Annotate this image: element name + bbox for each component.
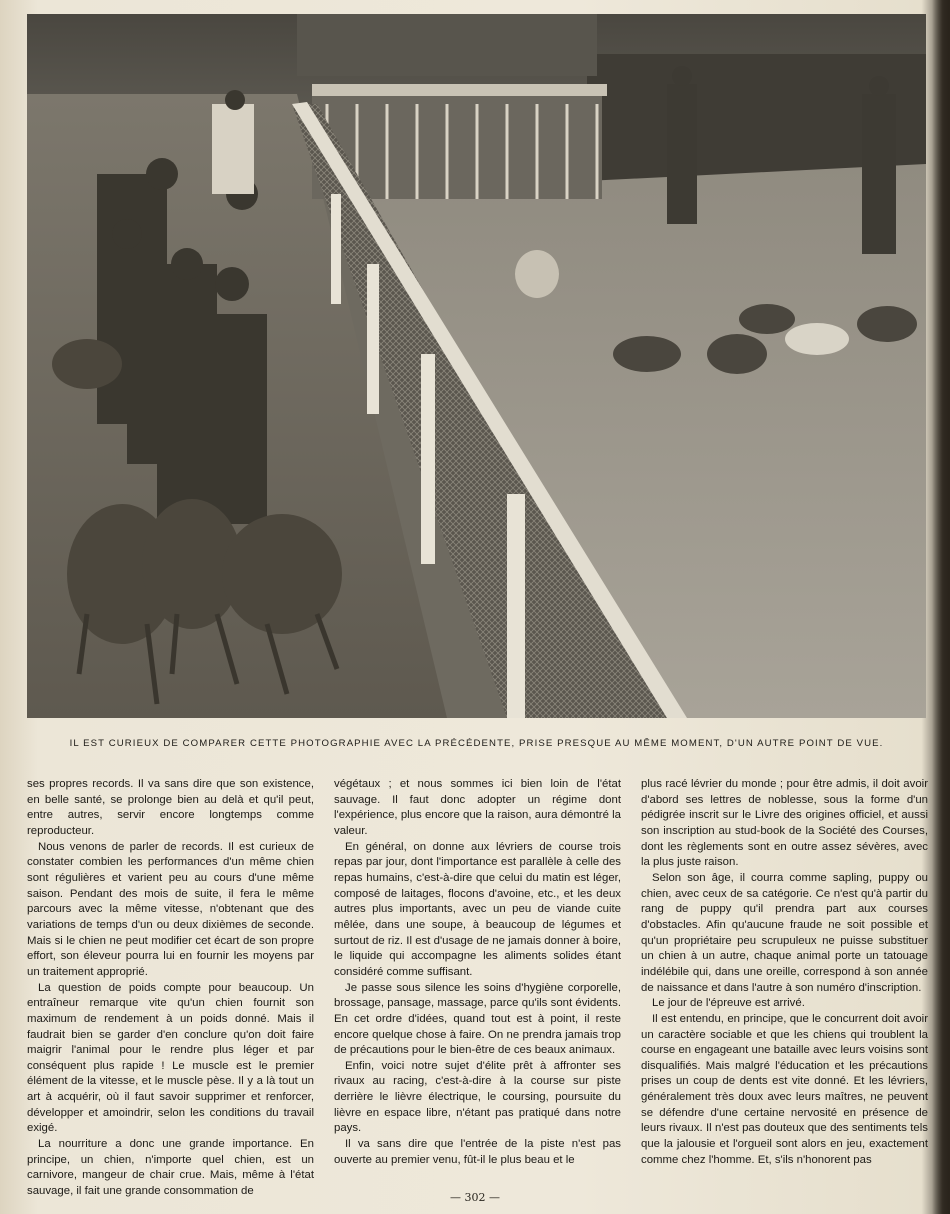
paragraph: Il est entendu, en principe, que le concurrent doit avoir un caractère sociable et que les chiens qui troublent la course en engageant une bataille avec leurs voisins sont disqualifiés. Mais malgré l'éducation et les précautions prises un coup de dents est vite donné. Et les lévriers, généralement très doux avec leurs maîtres, ne peuvent se défendre d'une certaine nervosité en présence de leurs rivaux. Il n'est pas douteux que des sentiments tels que la jalousie et l'orgueil sont alors en jeu, exactement comme chez l'homme. Et, s'ils n'honorent pas (641, 1012, 928, 1166)
binding-edge (932, 0, 950, 1214)
paragraph: Enfin, voici notre sujet d'élite prêt à affronter ses rivaux au racing, c'est-à-dire à la course sur piste derrière le lièvre électrique, le coursing, poursuite du lièvre en espace libre, n'étant pas pratiqué dans notre pays. (334, 1059, 621, 1135)
paragraph: Nous venons de parler de records. Il est curieux de constater combien les performances d'un même chien sont régulières et varient peu au cours d'une même saison. Pendant des mois de suite, il fera le même parcours avec la même vitesse, n'obtenant que des variations de temps d'un ou deux dixièmes de seconde. Mais si le chien ne peut modifier cet écart de son propre effort, son éleveur pourra lui en fournir les moyens par un traitement approprié. (27, 840, 314, 978)
paragraph: Je passe sous silence les soins d'hygiène corporelle, brossage, pansage, massage, parce qu'ils sont évidents. En cet ordre d'idées, quand tout est à point, il reste encore quelque chose à faire. On ne prendra jamais trop de précautions pour le bien-être de ces beaux animaux. (334, 981, 621, 1057)
text-column-1 (27, 777, 314, 1198)
paragraph: En général, on donne aux lévriers de course trois repas par jour, dont l'importance est parallèle à celle des repas humains, c'est-à-dire que celui du matin est léger, composé de laitages, flocons d'avoine, etc., et les deux autres plus importants, avec un peu de viande cuite mêlée, dans une soupe, à beaucoup de légumes et surtout de riz. Il est d'usage de ne jamais donner à boire, le liquide qui accompagne les aliments solides étant considéré comme suffisant. (334, 840, 621, 978)
paragraph: Selon son âge, il courra comme sapling, puppy ou chien, avec ceux de sa catégorie. Ce n'est qu'à partir du rang de puppy qu'il prendra part aux courses d'obstacles. Afin qu'aucune fraude ne soit possible et qu'un propriétaire peu scrupuleux ne puisse substituer un chien à un autre, chaque animal porte un tatouage indélébile qui, dans une oreille, correspond à son année de naissance et dans l'autre à son numéro d'inscription. (641, 871, 928, 994)
text-column-2 (334, 777, 621, 1187)
paragraph: Le jour de l'épreuve est arrivé. (652, 997, 805, 1010)
photograph-greyhound-track (27, 14, 926, 718)
paragraph: ses propres records. Il va sans dire que son existence, en belle santé, se prolonge bien au delà et qu'il peut, entre autres, servir encore longtemps comme reproducteur. (27, 778, 314, 837)
paragraph: plus racé lévrier du monde ; pour être admis, il doit avoir d'abord ses lettres de noblesse, sous la forme d'un pédigrée inscrit sur le Livre des origines officiel, et aussi son inscription au stud-book de la Société des Courses, dont les règlements sont en outre assez sévères, avec la plus juste raison. (641, 778, 928, 869)
photo-caption: IL EST CURIEUX DE COMPARER CETTE PHOTOGRAPHIE AVEC LA PRÉCÉDENTE, PRISE PRESQUE AU MÊME MOMENT, D'UN AUTRE POINT DE VUE. (69, 738, 884, 749)
page-number: — 302 — (450, 1191, 500, 1204)
text-column-3 (641, 777, 928, 1187)
paragraph: Il va sans dire que l'entrée de la piste n'est pas ouverte au premier venu, fût-il le plus beau et le (334, 1138, 621, 1166)
paragraph: végétaux ; et nous sommes ici bien loin de l'état sauvage. Il faut donc adopter un régime dont l'expérience, plus encore que la raison, aura démontré la valeur. (334, 778, 621, 837)
paragraph: La question de poids compte pour beaucoup. Un entraîneur remarque vite qu'un chien fournit son maximum de rendement à un poids donné. Mais il faudrait bien se garder d'en conclure qu'on doit faire maigrir l'animal pour le rendre plus léger et par conséquent plus rapide ! Le muscle est le premier élément de la vitesse, et le muscle pèse. Il y a là tout un art à acquérir, où il faut savoir supprimer et renforcer, développer et amoindrir, selon les conditions du travail exigé. (27, 981, 314, 1135)
paragraph: La nourriture a donc une grande importance. En principe, un chien, n'importe quel chien, est un carnivore, mangeur de chair crue. Mais, même à l'état sauvage, il fait une grande consommation de (27, 1138, 314, 1198)
